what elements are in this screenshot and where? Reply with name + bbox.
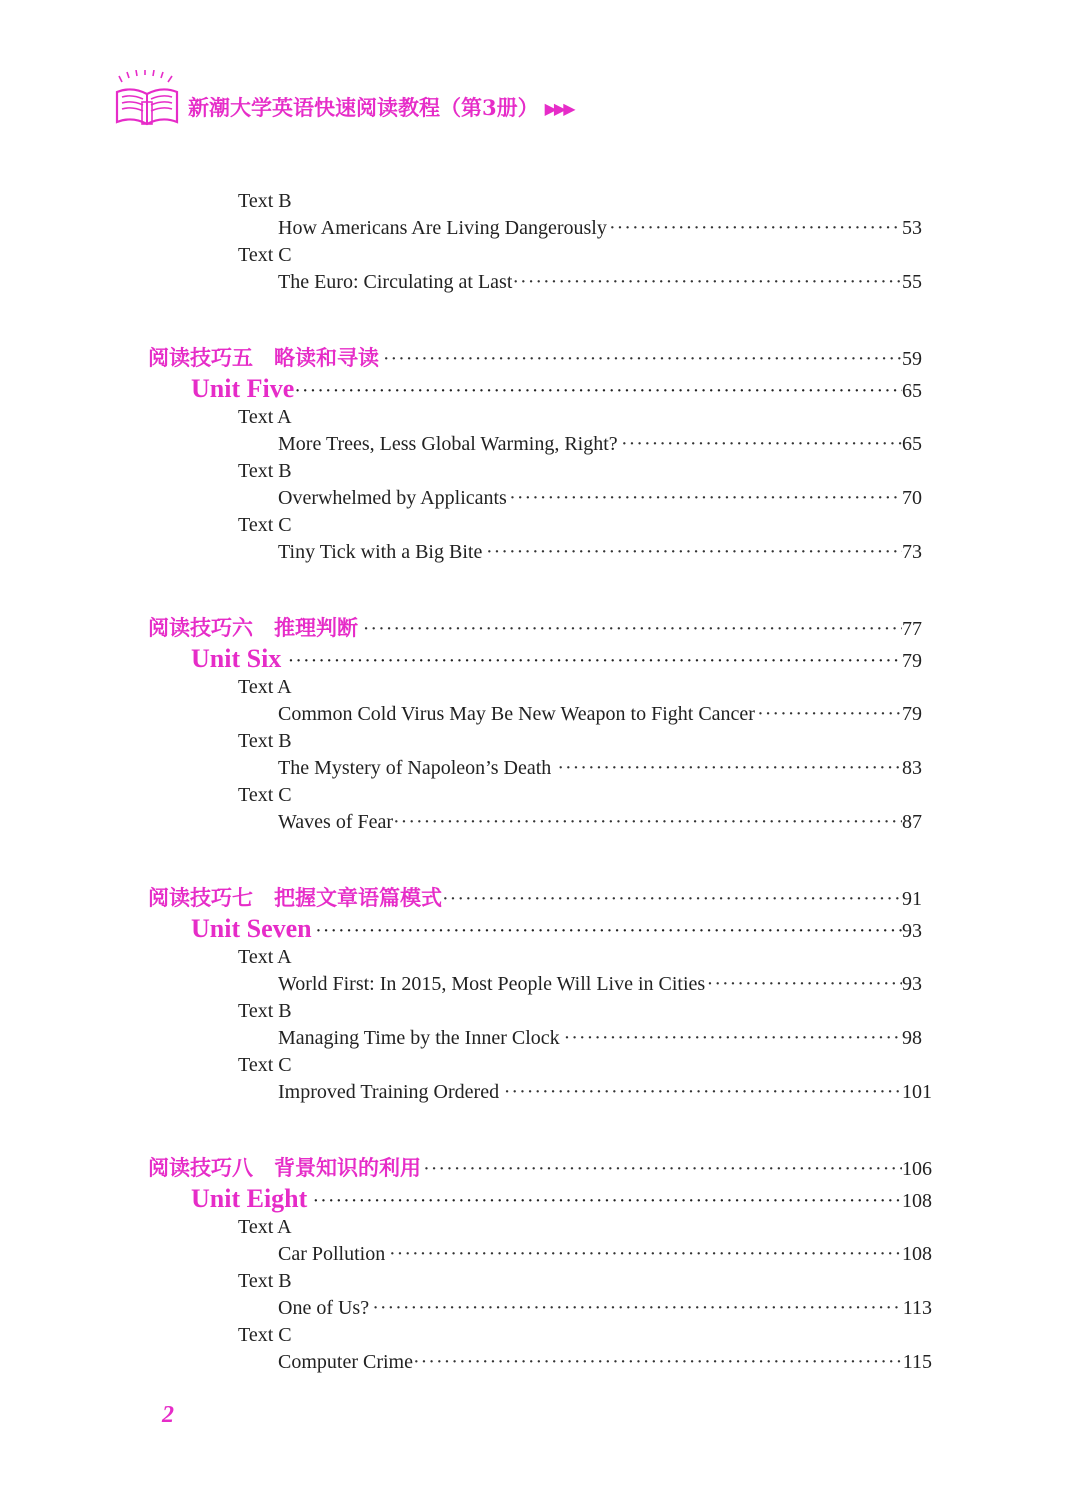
text-label: Text A: [238, 1216, 292, 1238]
dot-leader: [557, 757, 902, 780]
entry-title: Improved Training Ordered: [278, 1081, 500, 1103]
entry-page: 93: [902, 973, 922, 995]
entry-page: 108: [902, 1190, 932, 1212]
toc-entry[interactable]: [278, 703, 922, 726]
dot-leader: [442, 888, 902, 911]
entry-title: One of Us?: [278, 1297, 370, 1319]
dot-leader: [313, 1190, 903, 1213]
dot-leader: [315, 920, 902, 943]
dot-leader: [393, 811, 902, 834]
text-label: Text B: [238, 1270, 292, 1292]
skill-title: 阅读技巧八 背景知识的利用: [148, 1155, 421, 1180]
entry-title: The Euro: Circulating at Last: [278, 271, 513, 293]
dot-leader: [294, 380, 902, 403]
dot-leader: [564, 1027, 902, 1050]
skill-entry[interactable]: [148, 342, 922, 372]
text-label: Text A: [238, 406, 292, 428]
entry-page: 93: [902, 920, 922, 942]
dot-leader: [413, 1351, 903, 1374]
entry-title: How Americans Are Living Dangerously: [278, 217, 607, 239]
entry-page: 53: [902, 217, 922, 239]
toc-entry[interactable]: [278, 757, 922, 780]
unit-entry[interactable]: [191, 374, 922, 404]
toc-entry[interactable]: [278, 1027, 922, 1050]
toc-entry[interactable]: [278, 973, 922, 996]
entry-page: 79: [902, 650, 922, 672]
dot-leader: [707, 973, 902, 996]
toc-entry[interactable]: [278, 541, 922, 564]
book-title-text: 新潮大学英语快速阅读教程（第3册）: [188, 95, 539, 120]
skill-title: 阅读技巧六 推理判断: [148, 615, 358, 640]
entry-title: Tiny Tick with a Big Bite: [278, 541, 483, 563]
text-label: Text C: [238, 1324, 292, 1346]
toc-entry[interactable]: [278, 1351, 932, 1374]
arrow-icons: ▶▶▶: [544, 99, 573, 118]
toc-entry[interactable]: [278, 1243, 932, 1266]
text-label: Text A: [238, 946, 292, 968]
skill-entry[interactable]: [148, 612, 922, 642]
text-label: Text A: [238, 676, 292, 698]
entry-title: World First: In 2015, Most People Will Live in Cities: [278, 973, 706, 995]
dot-leader: [363, 618, 902, 641]
text-label: Text B: [238, 460, 292, 482]
entry-title: Overwhelmed by Applicants: [278, 487, 507, 509]
dot-leader: [423, 1158, 902, 1181]
entry-page: 115: [902, 1351, 932, 1373]
entry-title: The Mystery of Napoleon’s Death: [278, 757, 552, 779]
entry-page: 108: [902, 1243, 932, 1265]
entry-title: Common Cold Virus May Be New Weapon to Fight Cancer: [278, 703, 755, 725]
toc-entry[interactable]: [278, 811, 922, 834]
skill-title: 阅读技巧七 把握文章语篇模式: [148, 885, 442, 910]
entry-page: 55: [902, 271, 922, 293]
skill-entry[interactable]: [148, 1152, 932, 1182]
entry-page: 79: [902, 703, 922, 725]
toc-entry[interactable]: [278, 217, 922, 240]
entry-page: 73: [902, 541, 922, 563]
entry-page: 70: [902, 487, 922, 509]
dot-leader: [512, 271, 902, 294]
skill-title: 阅读技巧五 略读和寻读: [148, 345, 379, 370]
text-label: Text B: [238, 730, 292, 752]
dot-leader: [486, 541, 902, 564]
toc-entry[interactable]: [278, 433, 922, 456]
dot-leader: [288, 650, 902, 673]
dot-leader: [372, 1297, 903, 1320]
skill-entry[interactable]: [148, 882, 922, 912]
entry-title: More Trees, Less Global Warming, Right?: [278, 433, 618, 455]
toc-entry[interactable]: [278, 1081, 932, 1104]
unit-title: Unit Seven: [191, 914, 312, 943]
toc-entry[interactable]: [278, 271, 922, 294]
toc-entry[interactable]: [278, 1297, 932, 1320]
toc-entry[interactable]: [278, 487, 922, 510]
text-label: Text B: [238, 190, 292, 212]
entry-page: 101: [902, 1081, 932, 1103]
dot-leader: [621, 433, 902, 456]
entry-page: 98: [902, 1027, 922, 1049]
unit-entry[interactable]: [191, 1184, 932, 1214]
dot-leader: [389, 1243, 902, 1266]
dot-leader: [504, 1081, 902, 1104]
text-label: Text C: [238, 784, 292, 806]
unit-entry[interactable]: [191, 644, 922, 674]
entry-title: Car Pollution: [278, 1243, 386, 1265]
text-label: Text C: [238, 244, 292, 266]
entry-title: Waves of Fear: [278, 811, 394, 833]
text-label: Text C: [238, 1054, 292, 1076]
entry-page: 83: [902, 757, 922, 779]
entry-page: 77: [902, 618, 922, 640]
unit-entry[interactable]: [191, 914, 922, 944]
entry-title: Computer Crime: [278, 1351, 413, 1373]
entry-page: 113: [902, 1297, 932, 1319]
entry-page: 87: [902, 811, 922, 833]
entry-page: 91: [902, 888, 922, 910]
entry-page: 59: [902, 348, 922, 370]
unit-title: Unit Eight: [191, 1184, 308, 1213]
dot-leader: [509, 487, 902, 510]
entry-page: 65: [902, 380, 922, 402]
entry-page: 65: [902, 433, 922, 455]
unit-title: Unit Six: [191, 644, 282, 673]
page-number: 2: [162, 1402, 174, 1428]
unit-title: Unit Five: [191, 374, 295, 403]
dot-leader: [383, 348, 902, 371]
entry-page: 106: [902, 1158, 932, 1180]
text-label: Text B: [238, 1000, 292, 1022]
entry-title: Managing Time by the Inner Clock: [278, 1027, 560, 1049]
dot-leader: [757, 703, 902, 726]
text-label: Text C: [238, 514, 292, 536]
dot-leader: [609, 217, 902, 240]
